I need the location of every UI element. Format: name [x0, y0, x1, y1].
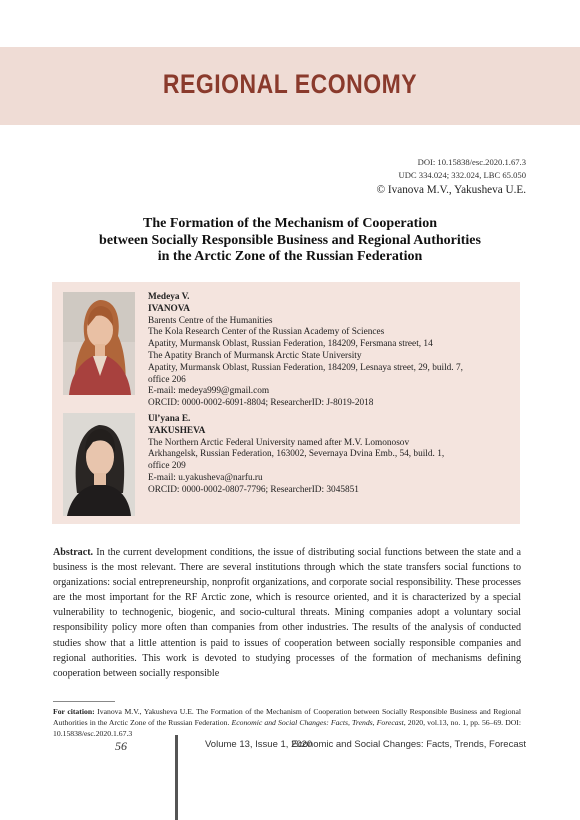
- author-last-name: IVANOVA: [148, 303, 191, 314]
- title-line: The Formation of the Mechanism of Cooperation: [143, 216, 437, 231]
- author-last-name: YAKUSHEVA: [148, 425, 206, 436]
- author-email[interactable]: E-mail: medeya999@gmail.com: [148, 386, 270, 397]
- affiliation-line: The Northern Arctic Federal University named after M.V. Lomonosov: [148, 437, 410, 448]
- abstract: [53, 545, 521, 681]
- copyright: © Ivanova M.V., Yakusheva U.E.: [376, 184, 526, 196]
- section-title: REGIONAL ECONOMY: [162, 68, 418, 99]
- abstract-label: Abstract.: [53, 547, 94, 558]
- affiliation-line: Barents Centre of the Humanities: [148, 315, 273, 326]
- author-orcid: ORCID: 0000-0002-0807-7796; ResearcherID: 3045851: [148, 484, 359, 495]
- author-orcid: ORCID: 0000-0002-6091-8804; ResearcherID: J-8019-2018: [148, 398, 374, 409]
- author-info-ivanova: [148, 292, 518, 410]
- citation-details: , 2020, vol.13, no. 1, pp. 56–69. DOI: 10.15838/esc.2020.1.67.3: [53, 717, 522, 738]
- footnote-divider: [53, 701, 115, 702]
- article-title: [40, 216, 540, 266]
- author-photo-ivanova: [63, 292, 135, 395]
- address-line: Apatity, Murmansk Oblast, Russian Federation, 184209, Fersmana street, 14: [148, 339, 433, 350]
- author-info-yakusheva: [148, 414, 518, 497]
- abstract-text: In the current development conditions, the issue of distributing social functions between the state and a business is the most relevant. There are several institutions through which the state transfers social functions to organizations: social entrepreneurship, nonprofit organizations, and corporate social responsibility. These processes are the most important for the RF Arctic zone, which is resource oriented, and it is characterized by a special vulnerability to technogenic, biogenic, and socio-cultural threats. Mining companies adopt a voluntary social responsibility policy more often than companies from other industries. The results of the analysis of conducted studies show that a little attention is paid to issues of cooperation between socially responsible companies and regional authorities. This work is devoted to studying processes of the formation of mechanisms defining cooperation between socially responsible: [53, 547, 522, 679]
- page-footer: [0, 735, 580, 820]
- address-line: Apatity, Murmansk Oblast, Russian Federation, 184209, Lesnaya street, 29, build. 7,: [148, 362, 463, 373]
- journal-name: Economic and Social Changes: Facts, Trends, Forecast: [291, 739, 526, 750]
- classification-codes: UDC 334.024; 332.024, LBC 65.050: [398, 170, 526, 180]
- affiliation-line: The Kola Research Center of the Russian Academy of Sciences: [148, 327, 385, 338]
- address-line: Arkhangelsk, Russian Federation, 163002, Severnaya Dvina Emb., 54, build. 1,: [148, 449, 445, 460]
- citation-label: For citation:: [53, 707, 95, 716]
- affiliation-line: The Apatity Branch of Murmansk Arctic State University: [148, 350, 362, 361]
- author-email[interactable]: E-mail: u.yakusheva@narfu.ru: [148, 472, 263, 483]
- address-line: office 209: [148, 461, 186, 472]
- citation-text: Ivanova M.V., Yakusheva U.E. The Formation of the Mechanism of Cooperation between Socially Responsible Business and Regional Authorities in the Arctic Zone of the Russian Federation.: [53, 707, 521, 727]
- author-first-name: Medeya V.: [148, 292, 190, 302]
- author-photo-yakusheva: [63, 413, 135, 516]
- page-number: 56: [115, 739, 127, 753]
- doi[interactable]: DOI: 10.15838/esc.2020.1.67.3: [417, 157, 526, 167]
- citation-journal: Economic and Social Changes: Facts, Trends, Forecast: [231, 717, 404, 727]
- volume-info: Volume 13, Issue 1, 2020: [205, 739, 313, 750]
- title-line: in the Arctic Zone of the Russian Federation: [157, 249, 423, 264]
- footer-divider: [175, 735, 178, 820]
- author-first-name: Ul’yana E.: [148, 414, 191, 424]
- title-line: between Socially Responsible Business and Regional Authorities: [99, 232, 481, 248]
- address-line: office 206: [148, 374, 186, 385]
